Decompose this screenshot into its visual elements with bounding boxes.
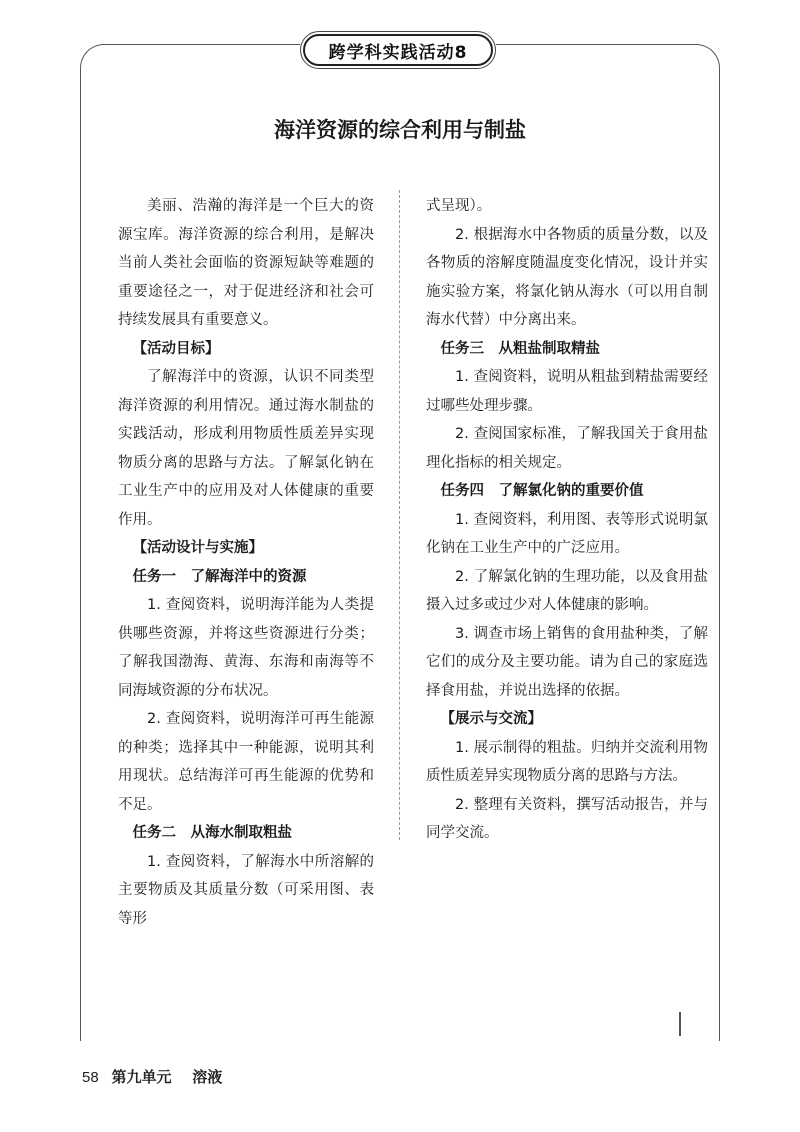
unit-label: 第九单元 [111,1068,172,1086]
task4-item1: 1. 查阅资料，利用图、表等形式说明氯化钠在工业生产中的广泛应用。 [426,511,708,556]
left-column [118,192,374,933]
page-footer [82,1066,222,1087]
task4-item3: 3. 调查市场上销售的食用盐种类，了解它们的成分及主要功能。请为自己的家庭选择食用盐，并说出选择的依据。 [426,625,708,699]
page-title: 海洋资源的综合利用与制盐 [274,118,526,142]
goal-paragraph: 了解海洋中的资源，认识不同类型海洋资源的利用情况。通过海水制盐的实践活动，形成利用物质性质差异实现物质分离的思路与方法。了解氯化钠在工业生产中的应用及对人体健康的重要作用。 [118,369,374,528]
right-column [426,192,708,848]
task2-item1-part1: 1. 查阅资料，了解海水中所溶解的主要物质及其质量分数（可采用图、表等形 [118,853,374,927]
task4-heading: 任务四 了解氯化钠的重要价值 [440,483,644,499]
page-number: 58 [82,1069,99,1086]
chapter-label: 溶液 [192,1068,223,1086]
task3-heading: 任务三 从粗盐制取精盐 [440,340,600,357]
task2-item1-part2: 式呈现）。 [426,198,492,214]
task1-item1: 1. 查阅资料，说明海洋能为人类提供哪些资源，并将这些资源进行分类；了解我国渤海、黄海、东海和南海等不同海域资源的分布状况。 [118,597,374,699]
activity-tag [300,31,496,69]
exchange-item1: 1. 展示制得的粗盐。归纳并交流利用物质性质差异实现物质分离的思路与方法。 [426,739,708,784]
column-divider [399,190,400,840]
activity-tag-label: 跨学科实践活动8 [328,42,468,63]
intro-paragraph: 美丽、浩瀚的海洋是一个巨大的资源宝库。海洋资源的综合利用，是解决当前人类社会面临的资源短缺等难题的重要途径之一，对于促进经济和社会可持续发展具有重要意义。 [118,198,374,328]
task3-item2: 2. 查阅国家标准，了解我国关于食用盐理化指标的相关规定。 [426,426,708,471]
task1-heading: 任务一 了解海洋中的资源 [132,568,307,585]
exchange-item2: 2. 整理有关资料，撰写活动报告，并与同学交流。 [426,796,708,841]
exchange-heading: 【展示与交流】 [440,711,542,727]
goal-heading: 【活动目标】 [132,340,220,357]
task4-item2: 2. 了解氯化钠的生理功能，以及食用盐摄入过多或过少对人体健康的影响。 [426,568,708,613]
task1-item2: 2. 查阅资料，说明海洋可再生能源的种类；选择其中一种能源，说明其利用现状。总结海洋可再生能源的优势和不足。 [118,711,374,813]
activity-tag-inner [303,34,493,66]
task3-item1: 1. 查阅资料，说明从粗盐到精盐需要经过哪些处理步骤。 [426,369,708,414]
design-heading: 【活动设计与实施】 [132,540,263,556]
margin-mark [679,1012,681,1036]
task2-item2: 2. 根据海水中各物质的质量分数，以及各物质的溶解度随温度变化情况，设计并实施实验方案，将氯化钠从海水（可以用自制海水代替）中分离出来。 [426,226,708,328]
task2-heading: 任务二 从海水制取粗盐 [132,825,292,841]
